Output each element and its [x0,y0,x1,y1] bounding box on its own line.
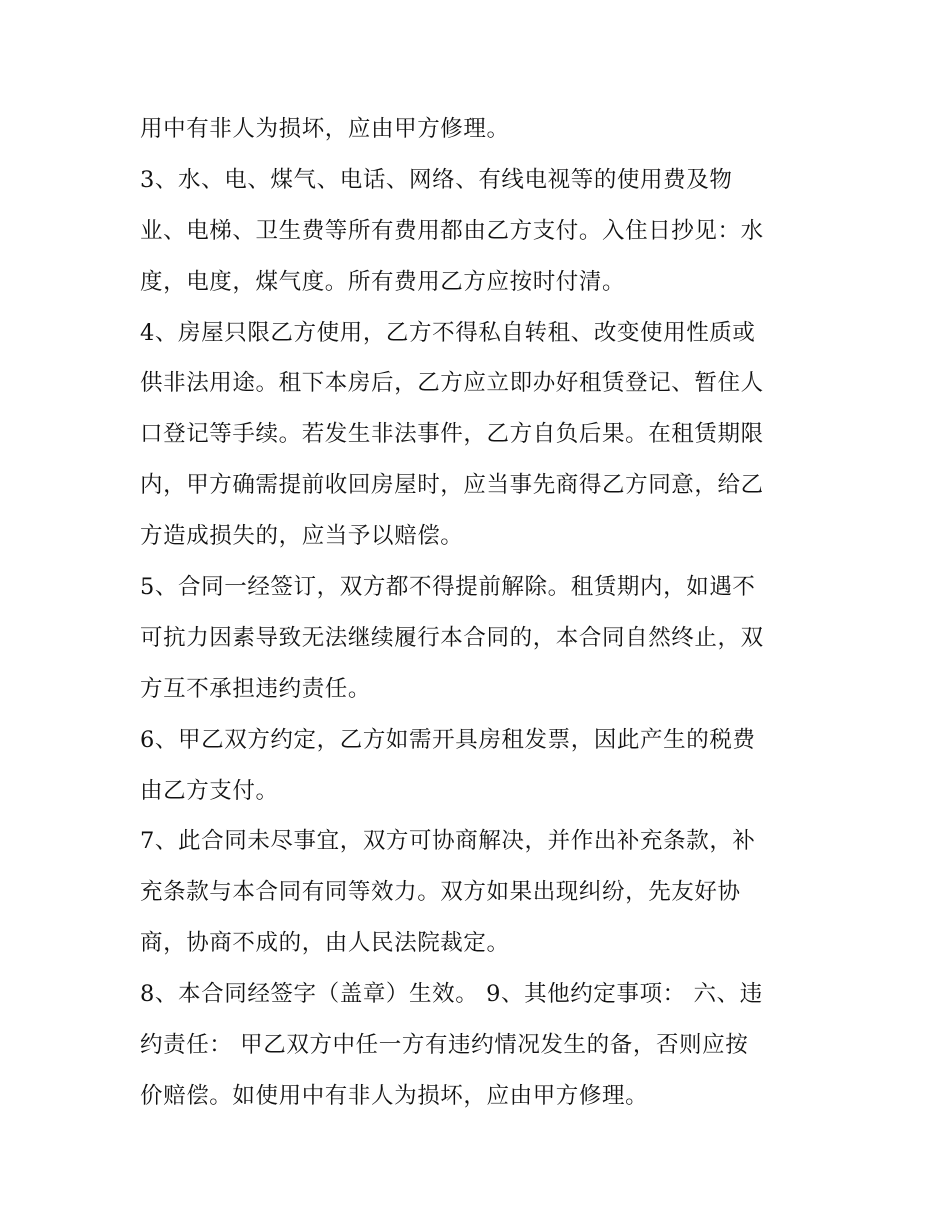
text-line: 充条款与本合同有同等效力。双方如果出现纠纷，先友好协 [140,879,741,906]
text-line: 方造成损失的，应当予以赔偿。 [140,523,464,550]
text-line: 7、此合同未尽事宜，双方可协商解决，并作出补充条款，补 [140,828,756,855]
text-line: 价赔偿。如使用中有非人为损坏，应由甲方修理。 [140,1082,649,1109]
text-line: 5、合同一经签订，双方都不得提前解除。租赁期内，如遇不 [140,574,756,601]
text-line: 可抗力因素导致无法继续履行本合同的，本合同自然终止，双 [140,624,764,651]
text-line: 口登记等手续。若发生非法事件，乙方自负后果。在租赁期限 [140,421,764,448]
text-line: 6、甲乙双方约定，乙方如需开具房租发票，因此产生的税费 [140,726,756,753]
text-line: 由乙方支付。 [140,777,279,804]
text-line: 度，电度，煤气度。所有费用乙方应按时付清。 [140,268,626,295]
text-line: 3、水、电、煤气、电话、网络、有线电视等的使用费及物 [140,166,733,193]
contract-text [140,104,820,1122]
text-line: 用中有非人为损坏，应由甲方修理。 [140,116,510,142]
text-line: 方互不承担违约责任。 [140,675,372,702]
text-line: 供非法用途。租下本房后，乙方应立即办好租赁登记、暂住人 [140,370,764,397]
text-line: 业、电梯、卫生费等所有费用都由乙方支付。入住日抄见：水 [140,217,764,244]
text-line: 商，协商不成的，由人民法院裁定。 [140,930,510,957]
text-line: 8、本合同经签字（盖章）生效。 9、其他约定事项： 六、违 [140,981,763,1008]
text-line: 4、房屋只限乙方使用，乙方不得私自转租、改变使用性质或 [140,319,756,346]
text-line: 内，甲方确需提前收回房屋时，应当事先商得乙方同意，给乙 [140,472,764,499]
text-line: 约责任： 甲乙双方中任一方有违约情况发生的备，否则应按 [140,1032,749,1059]
